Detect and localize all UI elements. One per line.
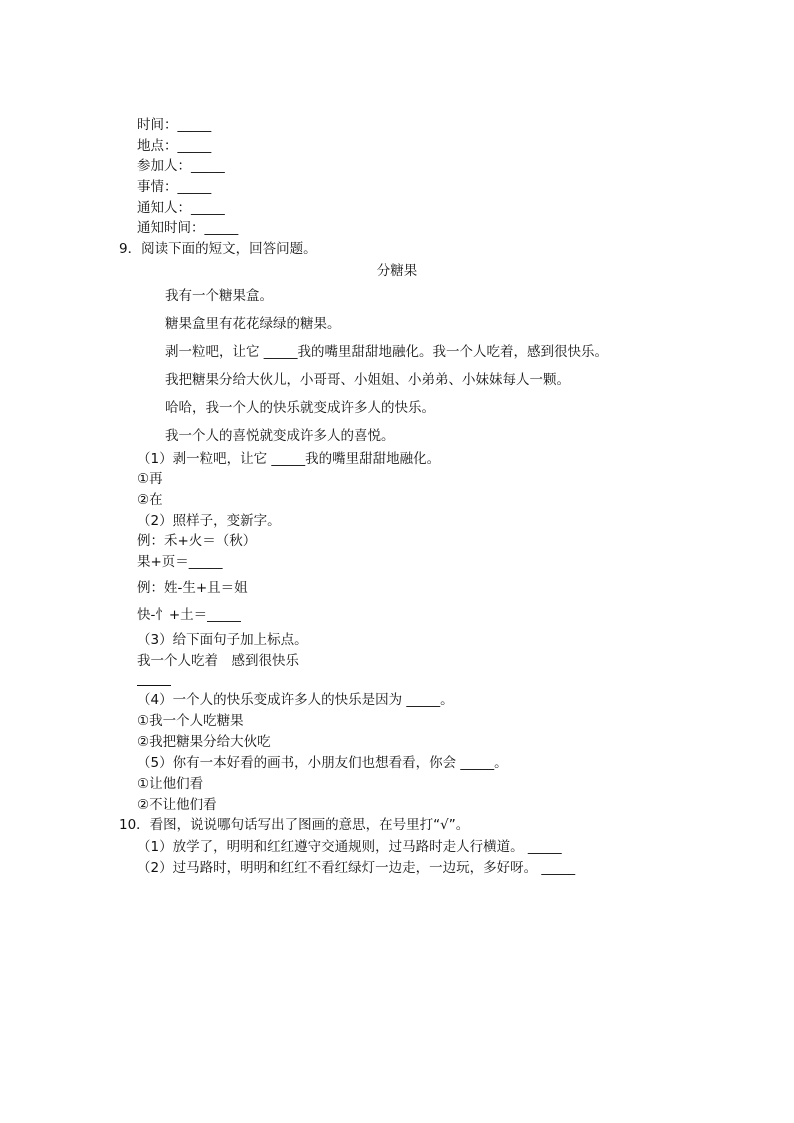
q9-sub4: （4）一个人的快乐变成许多人的快乐是因为 _____。 <box>137 692 454 708</box>
q9-sub5-option: ②不让他们看 <box>137 797 217 813</box>
q10-prompt: 10．看图，说说哪句话写出了图画的意思，在号里打“√”。 <box>119 817 470 833</box>
q9-sub1-option: ①再 <box>137 471 163 487</box>
q9-sub2-example: 例：姓-生+且＝姐 <box>137 580 248 596</box>
q10-item: （2）过马路时，明明和红红不看红绿灯一边走，一边玩，多好呀。 _____ <box>137 860 576 876</box>
passage-line: 哈哈，我一个人的快乐就变成许多人的快乐。 <box>165 400 435 416</box>
field-notifier: 通知人：_____ <box>137 200 225 216</box>
field-notice-time: 通知时间：_____ <box>137 220 239 236</box>
passage-line: 剥一粒吧，让它 _____我的嘴里甜甜地融化。我一个人吃着，感到很快乐。 <box>165 344 609 360</box>
q9-sub2-question: 果+页＝_____ <box>137 554 223 570</box>
passage-title: 分糖果 <box>376 263 418 279</box>
q9-sub5: （5）你有一本好看的画书，小朋友们也想看看，你会 _____。 <box>137 755 508 771</box>
q10-item: （1）放学了，明明和红红遵守交通规则，过马路时走人行横道。 _____ <box>137 839 562 855</box>
q9-sub3-sentence: 我一个人吃着 感到很快乐 <box>137 653 299 669</box>
q9-sub2: （2）照样子，变新字。 <box>137 513 281 529</box>
q9-sub2-question: 快-忄+土＝_____ <box>137 607 241 623</box>
passage-line: 糖果盒里有花花绿绿的糖果。 <box>165 316 341 332</box>
passage-line: 我有一个糖果盒。 <box>165 288 273 304</box>
q9-prompt: 9．阅读下面的短文，回答问题。 <box>119 241 317 257</box>
q9-sub2-example: 例：禾+火＝（秋） <box>137 533 257 549</box>
q9-sub4-option: ②我把糖果分给大伙吃 <box>137 734 271 750</box>
passage-line: 我把糖果分给大伙儿，小哥哥、小姐姐、小弟弟、小妹妹每人一颗。 <box>165 372 570 388</box>
passage-line: 我一个人的喜悦就变成许多人的喜悦。 <box>165 428 395 444</box>
q9-sub1-option: ②在 <box>137 492 163 508</box>
q9-sub5-option: ①让他们看 <box>137 776 204 792</box>
q9-sub4-option: ①我一个人吃糖果 <box>137 713 244 729</box>
q9-sub1: （1）剥一粒吧，让它 _____我的嘴里甜甜地融化。 <box>137 451 441 467</box>
field-matter: 事情：_____ <box>137 179 212 195</box>
answer-blank <box>137 684 171 686</box>
field-time: 时间：_____ <box>137 117 212 133</box>
q9-sub3: （3）给下面句子加上标点。 <box>137 632 308 648</box>
field-place: 地点：_____ <box>137 138 212 154</box>
field-participants: 参加人：_____ <box>137 158 225 174</box>
